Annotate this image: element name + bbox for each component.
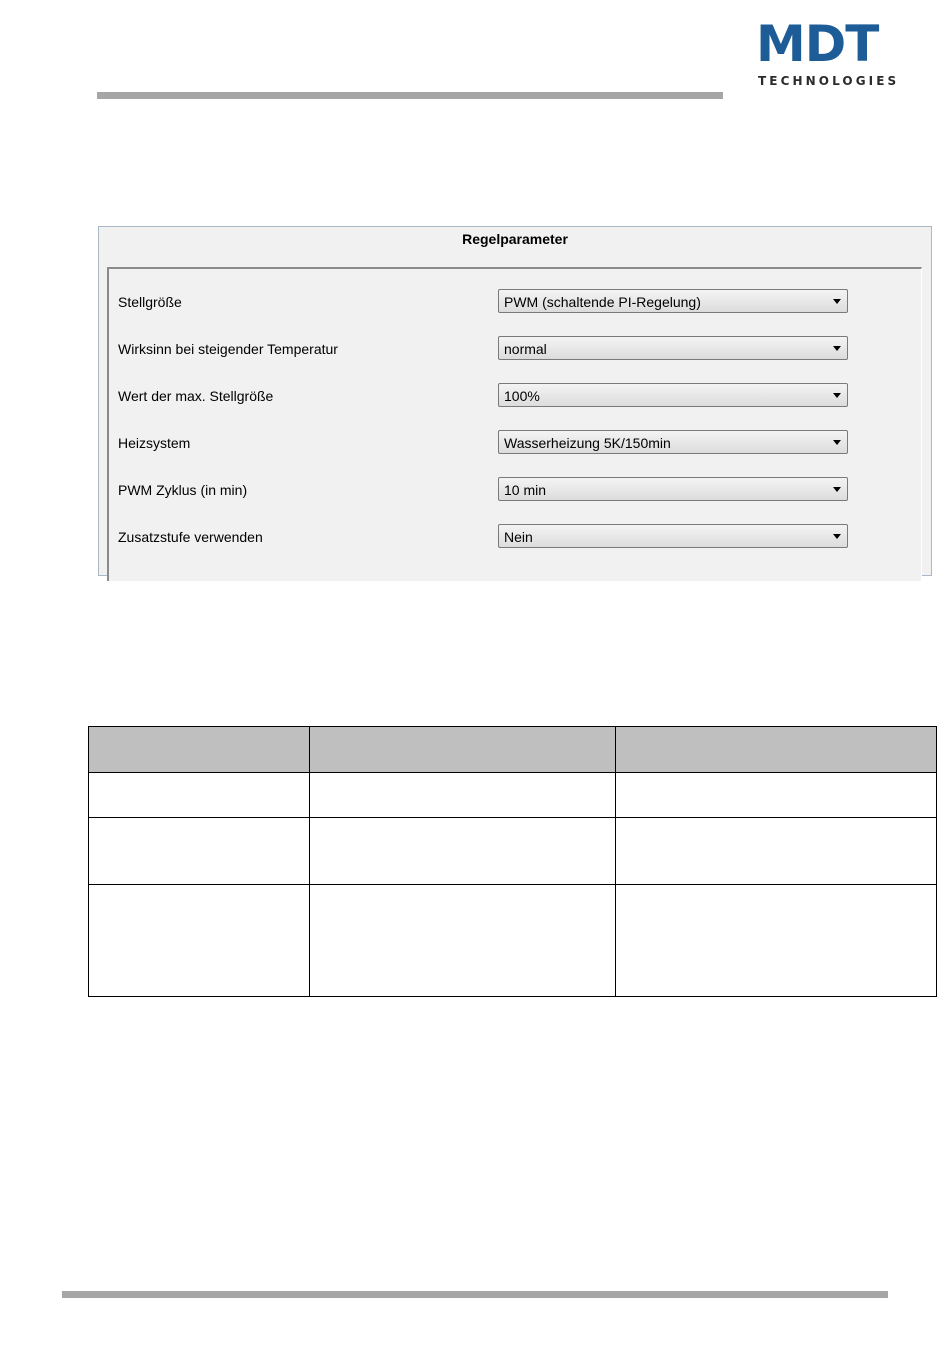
logo-wordmark: MDT (756, 15, 879, 73)
mdt-logo (756, 15, 900, 90)
logo-subtitle: TECHNOLOGIES (758, 74, 900, 88)
table-row (89, 818, 937, 885)
pwm-zyklus-select[interactable] (498, 477, 848, 501)
table-cell (89, 773, 310, 818)
heizsystem-select[interactable] (498, 430, 848, 454)
param-row-wirksinn (109, 336, 921, 364)
select-value: Nein (504, 529, 533, 545)
zusatzstufe-select[interactable] (498, 524, 848, 548)
table-cell (616, 773, 937, 818)
select-value: Wasserheizung 5K/150min (504, 435, 671, 451)
param-row-zusatzstufe (109, 524, 921, 552)
table-cell (616, 885, 937, 997)
param-label: Wirksinn bei steigender Temperatur (118, 341, 338, 357)
table-cell (616, 818, 937, 885)
footer-rule (62, 1291, 888, 1298)
table-cell (310, 885, 616, 997)
table-header-cell (616, 727, 937, 773)
table-header-row (89, 727, 937, 773)
max-stellgroesse-select[interactable] (498, 383, 848, 407)
regelparameter-dialog (98, 226, 932, 576)
dialog-title: Regelparameter (462, 231, 568, 247)
table-header-cell (310, 727, 616, 773)
chevron-down-icon[interactable] (833, 440, 841, 445)
param-label: Zusatzstufe verwenden (118, 529, 263, 545)
select-value: 10 min (504, 482, 547, 498)
chevron-down-icon[interactable] (833, 393, 841, 398)
chevron-down-icon[interactable] (833, 346, 841, 351)
table-row (89, 773, 937, 818)
select-value: PWM (schaltende PI-Regelung) (504, 294, 701, 310)
chevron-down-icon[interactable] (833, 534, 841, 539)
param-label: Stellgröße (118, 294, 182, 310)
stellgroesse-select[interactable] (498, 289, 848, 313)
header-rule (97, 92, 723, 99)
table-cell (89, 885, 310, 997)
param-row-pwm-zyklus (109, 477, 921, 505)
parameter-table (88, 726, 937, 997)
select-value: 100% (504, 388, 540, 404)
param-row-max-stellgroesse (109, 383, 921, 411)
param-row-stellgroesse (109, 289, 921, 317)
table-cell (89, 818, 310, 885)
chevron-down-icon[interactable] (833, 487, 841, 492)
wirksinn-select[interactable] (498, 336, 848, 360)
chevron-down-icon[interactable] (833, 299, 841, 304)
param-label: Wert der max. Stellgröße (118, 388, 274, 404)
parameter-panel (107, 267, 922, 581)
table-header-cell (89, 727, 310, 773)
table-cell (310, 773, 616, 818)
param-label: Heizsystem (118, 435, 191, 451)
table-cell (310, 818, 616, 885)
param-label: PWM Zyklus (in min) (118, 482, 248, 498)
param-row-heizsystem (109, 430, 921, 458)
select-value: normal (504, 341, 547, 357)
table-row (89, 885, 937, 997)
